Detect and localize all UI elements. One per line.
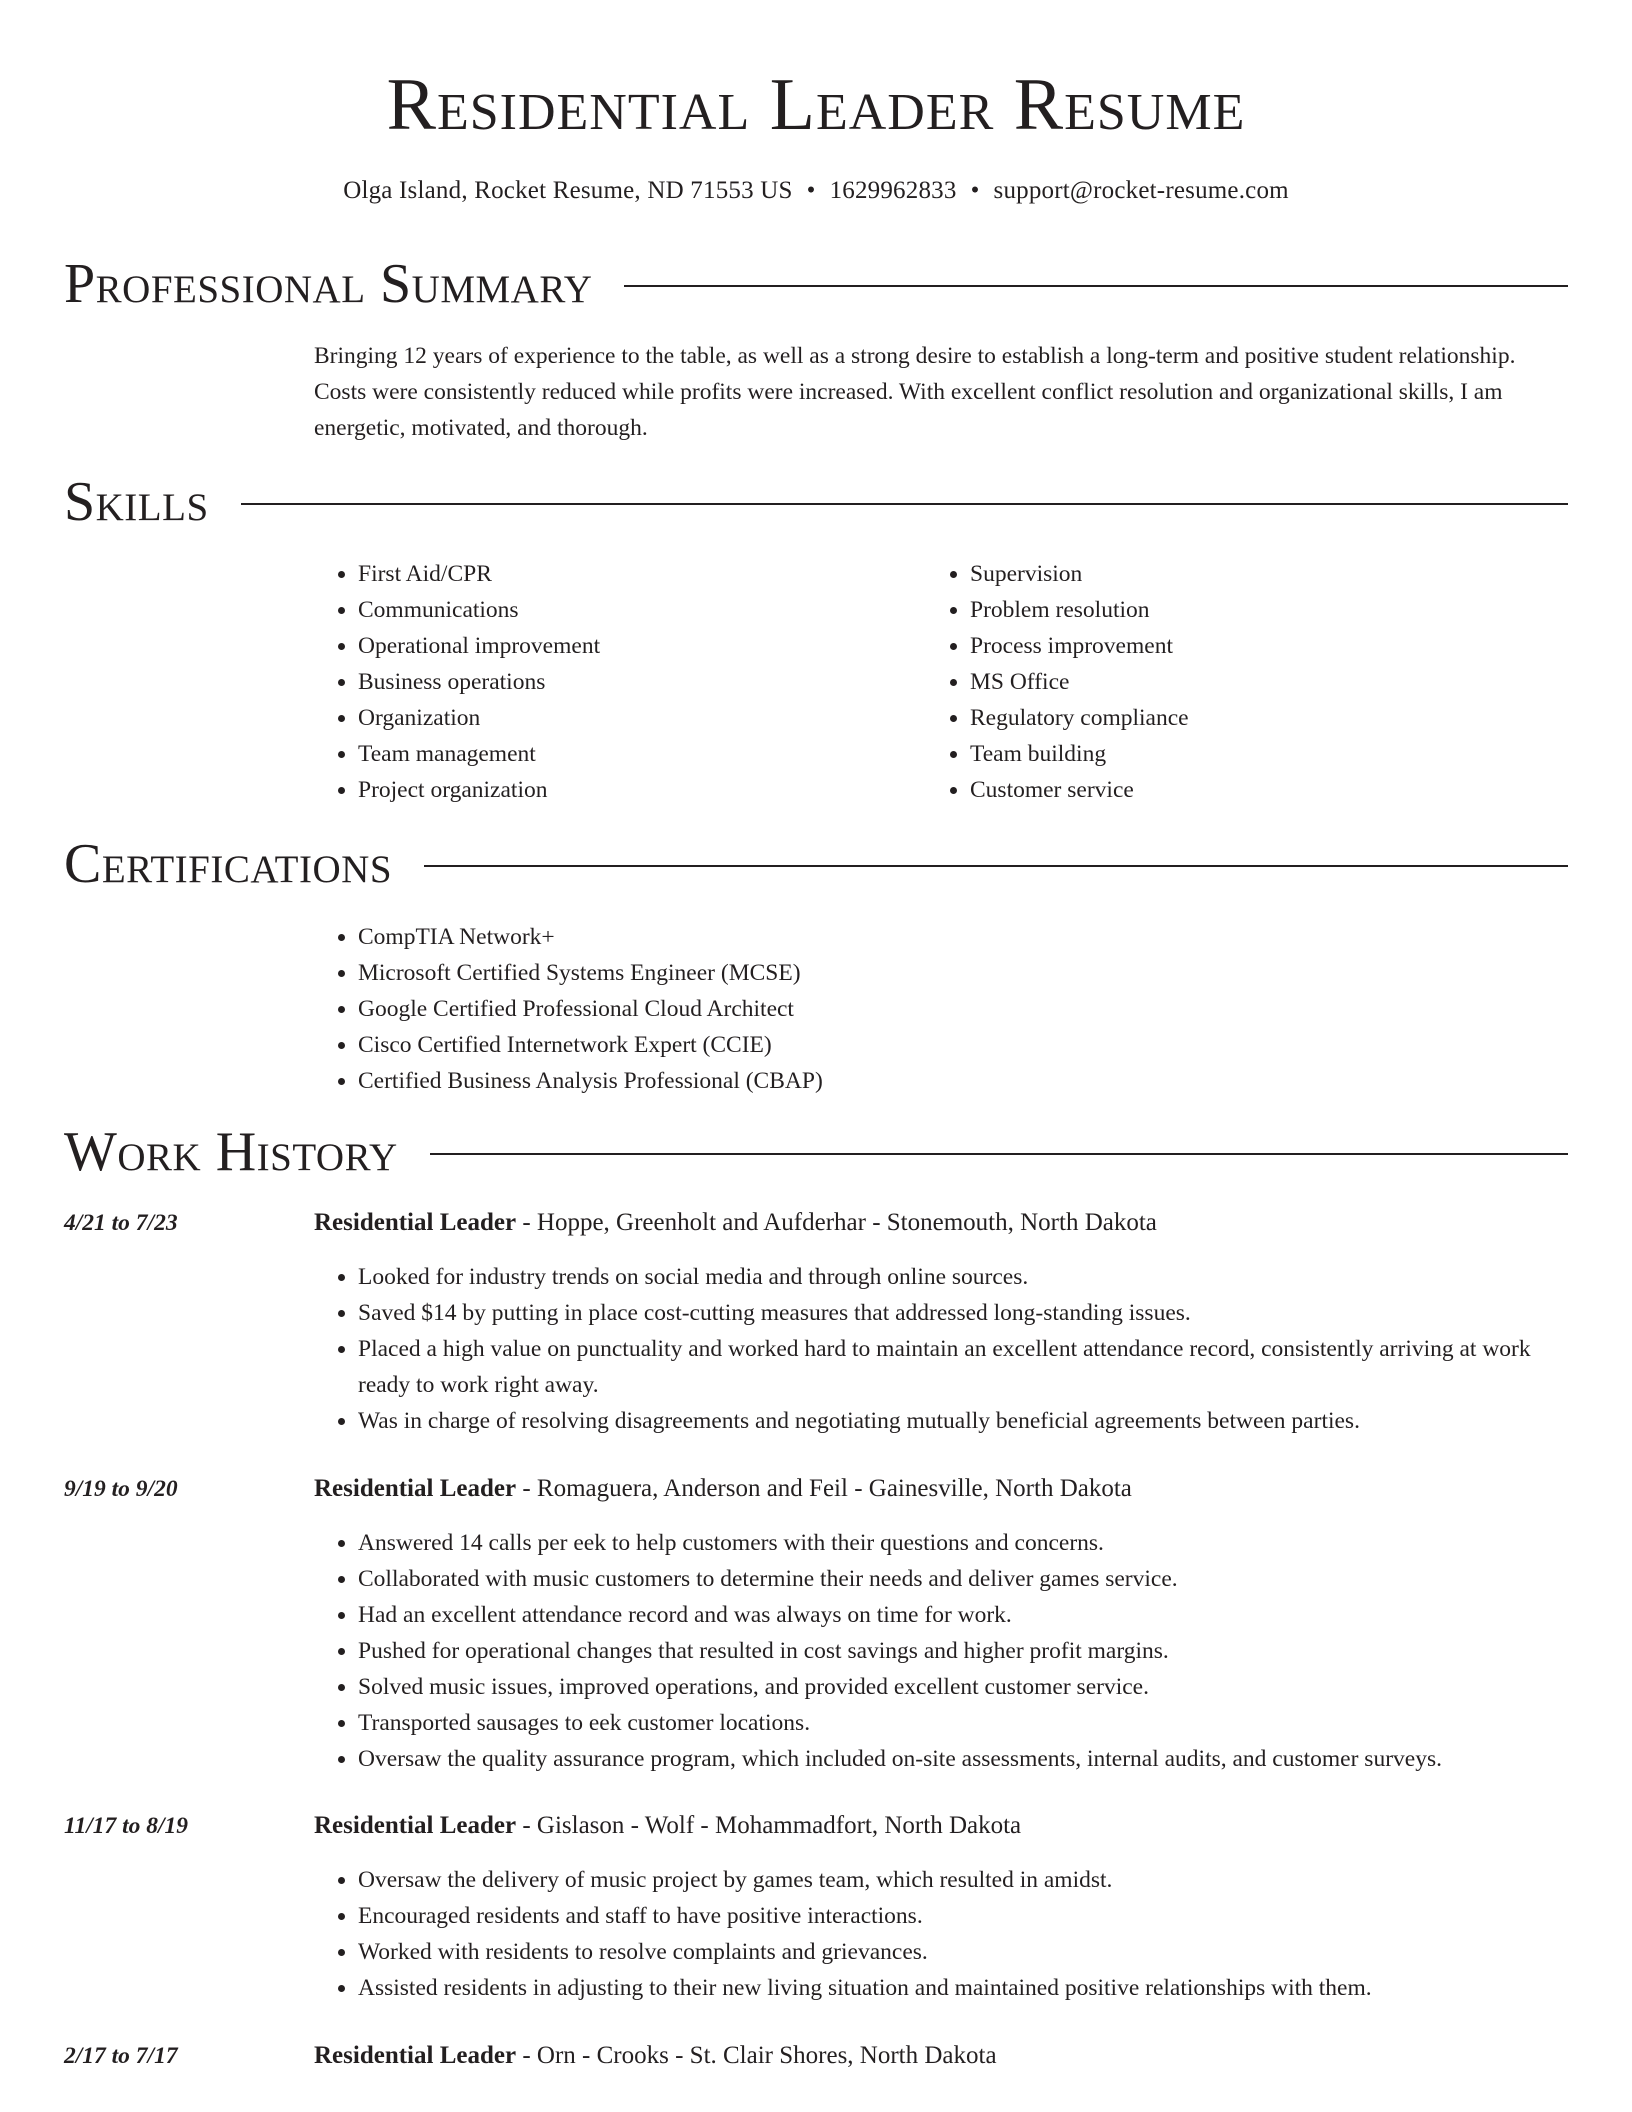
certification-item: • Google Certified Professional Cloud Architect	[358, 991, 823, 1027]
skill-item: • Team building	[970, 736, 1189, 772]
job-role: Residential Leader	[314, 1209, 517, 1236]
certifications-heading: Certifications	[64, 833, 393, 895]
skill-item: • Operational improvement	[358, 628, 600, 664]
contact-separator: •	[806, 177, 816, 204]
work-history-section-header	[64, 1120, 1568, 1184]
contact-address: Olga Island, Rocket Resume, ND 71553 US	[343, 177, 793, 204]
skill-item: • Customer service	[970, 772, 1189, 808]
job-bullet: • Answered 14 calls per eek to help customers with their questions and concerns.	[358, 1525, 1568, 1561]
skills-column-left	[314, 556, 600, 808]
job-title-line	[314, 2038, 1568, 2074]
contact-phone: 1629962833	[829, 177, 957, 204]
summary-text: Bringing 12 years of experience to the table, as well as a strong desire to establish a long-term and positive student relationship. Costs were consistently reduced while profits were increased. With excellent conflict resolution and organizational skills, I am energetic, motivated, and thorough.	[314, 343, 1516, 441]
resume-title: Residential Leader Resume	[386, 64, 1246, 146]
certification-item: • CompTIA Network+	[358, 919, 823, 955]
skill-item: • MS Office	[970, 664, 1189, 700]
skill-item: • Communications	[358, 592, 600, 628]
job-bullet: • Was in charge of resolving disagreements and negotiating mutually beneficial agreements between parties.	[358, 1403, 1568, 1439]
skill-item: • Regulatory compliance	[970, 700, 1189, 736]
job-bullet: • Assisted residents in adjusting to their new living situation and maintained positive relationships with them.	[358, 1970, 1568, 2006]
certification-item: • Microsoft Certified Systems Engineer (MCSE)	[358, 955, 823, 991]
skill-item: • Team management	[358, 736, 600, 772]
certification-item: • Certified Business Analysis Professional (CBAP)	[358, 1063, 823, 1099]
job-bullet: • Worked with residents to resolve complaints and grievances.	[358, 1934, 1568, 1970]
summary-section-header	[64, 252, 1568, 316]
skills-section-header	[64, 470, 1568, 534]
job-bullet: • Collaborated with music customers to determine their needs and deliver games service.	[358, 1561, 1568, 1597]
job-dates: 4/21 to 7/23	[64, 1210, 178, 1236]
skill-item: • Project organization	[358, 772, 600, 808]
skill-item: • Problem resolution	[970, 592, 1189, 628]
skill-item: • First Aid/CPR	[358, 556, 600, 592]
job-title-line	[314, 1808, 1568, 1844]
job-employer: - Gislason - Wolf - Mohammadfort, North Dakota	[516, 1812, 1022, 1839]
job-bullet: • Solved music issues, improved operations, and provided excellent customer service.	[358, 1669, 1568, 1705]
job-bullet: • Looked for industry trends on social media and through online sources.	[358, 1259, 1568, 1295]
skills-list-left	[314, 556, 600, 808]
job-bullet: • Encouraged residents and staff to have positive interactions.	[358, 1898, 1568, 1934]
summary-heading: Professional Summary	[64, 253, 593, 315]
job-bullet: • Transported sausages to eek customer locations.	[358, 1705, 1568, 1741]
certification-item: • Cisco Certified Internetwork Expert (CCIE)	[358, 1027, 823, 1063]
skill-item: • Supervision	[970, 556, 1189, 592]
certifications-section-header	[64, 832, 1568, 896]
job-dates: 2/17 to 7/17	[64, 2043, 178, 2069]
skills-column-right	[926, 556, 1189, 808]
section-divider	[430, 1153, 1568, 1155]
contact-line	[0, 174, 1632, 208]
section-divider	[424, 865, 1568, 867]
job-bullet: • Oversaw the quality assurance program, which included on-site assessments, internal audits, and customer surveys.	[358, 1741, 1568, 1777]
contact-email: support@rocket-resume.com	[993, 177, 1289, 204]
job-employer: - Romaguera, Anderson and Feil - Gainesville, North Dakota	[516, 1475, 1132, 1502]
section-divider	[241, 503, 1568, 505]
section-divider	[624, 285, 1568, 287]
job-title-line	[314, 1205, 1568, 1241]
job-role: Residential Leader	[314, 1475, 517, 1502]
work-history-heading: Work History	[64, 1121, 398, 1183]
job-role: Residential Leader	[314, 2042, 517, 2069]
skills-heading: Skills	[64, 471, 209, 533]
skill-item: • Organization	[358, 700, 600, 736]
job-employer: - Orn - Crooks - St. Clair Shores, North Dakota	[516, 2042, 997, 2069]
job-bullet: • Placed a high value on punctuality and worked hard to maintain an excellent attendance record, consistently arriving at work ready to work right away.	[358, 1331, 1568, 1403]
job-title-line	[314, 1471, 1568, 1507]
job-dates: 9/19 to 9/20	[64, 1476, 178, 1502]
skill-item: • Business operations	[358, 664, 600, 700]
skills-list-right	[926, 556, 1189, 808]
job-dates: 11/17 to 8/19	[64, 1813, 189, 1839]
skill-item: • Process improvement	[970, 628, 1189, 664]
contact-separator: •	[970, 177, 980, 204]
job-bullets	[314, 1259, 1568, 1439]
certifications-block	[314, 919, 823, 1099]
job-bullet: • Saved $14 by putting in place cost-cutting measures that addressed long-standing issues.	[358, 1295, 1568, 1331]
job-bullets	[314, 1525, 1568, 1777]
job-bullet: • Pushed for operational changes that resulted in cost savings and higher profit margins.	[358, 1633, 1568, 1669]
job-bullet: • Had an excellent attendance record and was always on time for work.	[358, 1597, 1568, 1633]
certifications-list	[314, 919, 823, 1099]
job-bullets	[314, 1862, 1568, 2006]
job-role: Residential Leader	[314, 1812, 517, 1839]
job-bullet: • Oversaw the delivery of music project by games team, which resulted in amidst.	[358, 1862, 1568, 1898]
job-employer: - Hoppe, Greenholt and Aufderhar - Stonemouth, North Dakota	[516, 1209, 1157, 1236]
